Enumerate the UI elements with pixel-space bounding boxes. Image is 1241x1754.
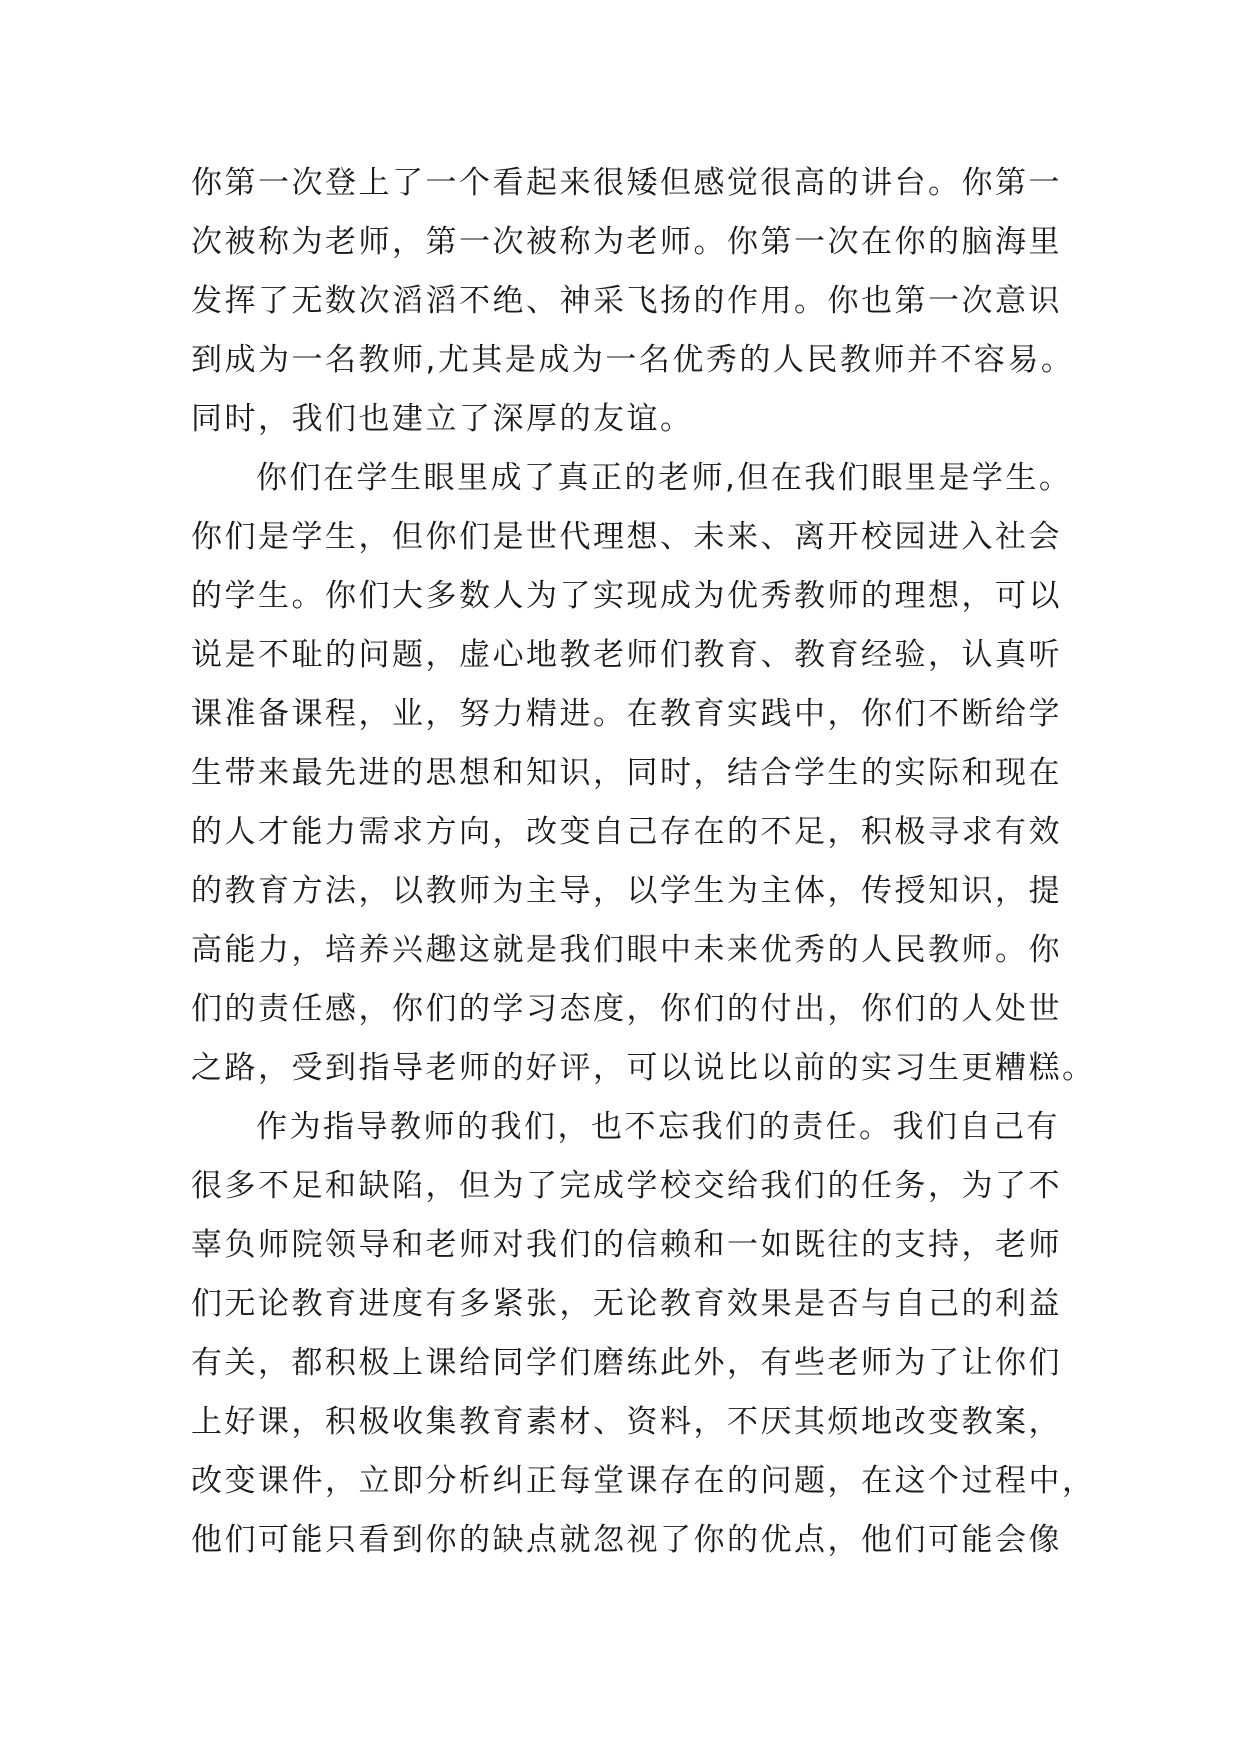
paragraph-first-line: 你们在学生眼里成了真正的老师,但在我们眼里是学生。	[256, 460, 1073, 496]
text-line: 上好课，积极收集教育素材、资料，不厌其烦地改变教案，	[191, 1404, 1062, 1440]
text-line: 到成为一名教师,尤其是成为一名优秀的人民教师并不容易。	[191, 342, 1075, 378]
text-line: 次被称为老师，第一次被称为老师。你第一次在你的脑海里	[191, 224, 1062, 260]
text-line: 发挥了无数次滔滔不绝、神采飞扬的作用。你也第一次意识	[191, 283, 1062, 319]
text-line: 说是不耻的问题，虚心地教老师们教育、教育经验，认真听	[191, 637, 1062, 673]
text-line: 课准备课程，业，努力精进。在教育实践中，你们不断给学	[191, 696, 1062, 732]
text-line: 很多不足和缺陷，但为了完成学校交给我们的任务，为了不	[191, 1168, 1062, 1204]
text-line: 们的责任感，你们的学习态度，你们的付出，你们的人处世	[191, 991, 1062, 1027]
text-line: 辜负师院领导和老师对我们的信赖和一如既往的支持，老师	[191, 1227, 1062, 1263]
text-line: 们无论教育进度有多紧张，无论教育效果是否与自己的利益	[191, 1286, 1062, 1322]
text-line: 改变课件，立即分析纠正每堂课存在的问题，在这个过程中，	[191, 1463, 1096, 1499]
text-line: 高能力，培养兴趣这就是我们眼中未来优秀的人民教师。你	[191, 932, 1062, 968]
text-line: 同时，我们也建立了深厚的友谊。	[191, 401, 694, 437]
text-line: 之路，受到指导老师的好评，可以说比以前的实习生更糟糕。	[191, 1050, 1096, 1086]
text-line: 的人才能力需求方向，改变自己存在的不足，积极寻求有效	[191, 814, 1062, 850]
text-line: 他们可能只看到你的缺点就忽视了你的优点，他们可能会像	[191, 1522, 1062, 1558]
body-text	[191, 154, 1096, 1570]
text-line: 有关，都积极上课给同学们磨练此外，有些老师为了让你们	[191, 1345, 1062, 1381]
text-line: 的学生。你们大多数人为了实现成为优秀教师的理想，可以	[191, 578, 1062, 614]
text-line: 你第一次登上了一个看起来很矮但感觉很高的讲台。你第一	[191, 165, 1062, 201]
text-line: 你们是学生，但你们是世代理想、未来、离开校园进入社会	[191, 519, 1062, 555]
paragraph-first-line: 作为指导教师的我们，也不忘我们的责任。我们自己有	[256, 1109, 1060, 1145]
text-line: 生带来最先进的思想和知识，同时，结合学生的实际和现在	[191, 755, 1062, 791]
text-line: 的教育方法，以教师为主导，以学生为主体，传授知识，提	[191, 873, 1062, 909]
